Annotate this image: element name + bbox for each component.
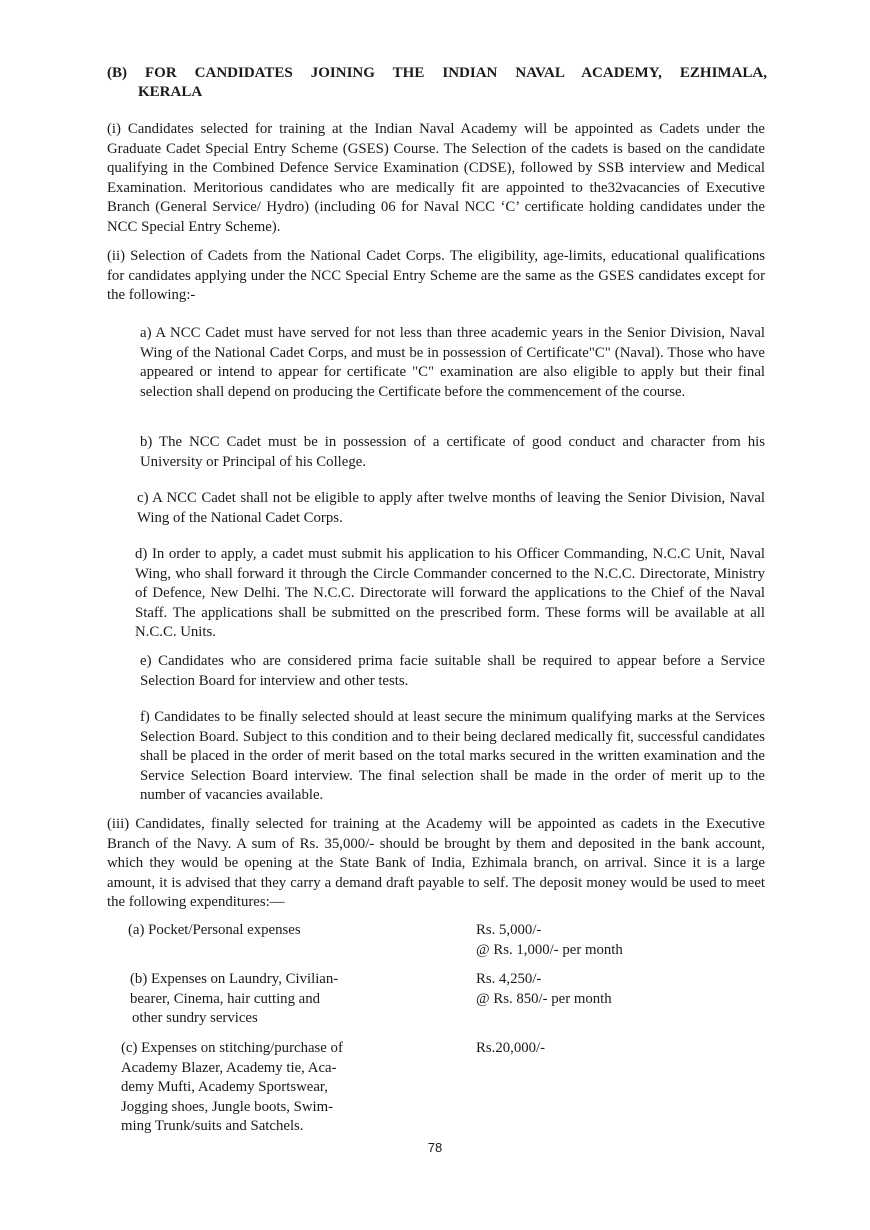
expenditure-item-c (121, 1039, 461, 1137)
sub-item-c: c) A NCC Cadet shall not be eligible to apply after twelve months of leaving the Senior Division, Naval Wing of the National Cadet Corps. (137, 490, 765, 526)
heading-line-2: KERALA (138, 84, 203, 100)
heading-line-1: (B) FOR CANDIDATES JOINING THE INDIAN NAVAL ACADEMY, EZHIMALA, (107, 65, 767, 81)
expenditure-item-c-line-3: demy Mufti, Academy Sportswear, (121, 1079, 328, 1096)
sub-item-e: e) Candidates who are considered prima facie suitable shall be required to appear before a Service Selection Board for interview and other tests. (140, 653, 765, 689)
expenditure-item-c-line-5: ming Trunk/suits and Satchels. (121, 1118, 304, 1135)
expenditure-item-b-line-2: bearer, Cinema, hair cutting and (130, 990, 321, 1007)
amount-c: Rs.20,000/- (476, 1040, 546, 1056)
amount-b: Rs. 4,250/- (476, 971, 542, 987)
amount-a: Rs. 5,000/- (476, 922, 542, 938)
expenditure-item-b (130, 970, 460, 1029)
expenditure-item-b-line-3: other sundry services (132, 1010, 258, 1027)
paragraph-iii: (iii) Candidates, finally selected for training at the Academy will be appointed as cadets in the Executive Branch of the Navy. A sum of Rs. 35,000/- should be brought by them and deposited in the bank account, which they would be opening at the State Bank of India, Ezhimala branch, on arrival. Since it is a large amount, it is advised that they carry a demand draft payable to self. The deposit money would be used to meet the following expenditures:— (107, 816, 765, 911)
expenditure-item-a (128, 921, 448, 941)
page-number: 78 (427, 1140, 443, 1155)
sub-item-f: f) Candidates to be finally selected should at least secure the minimum qualifying marks at the Services Selection Board. Subject to this condition and to their being declared medically fit, successful candidates shall be placed in the order of merit based on the total marks secured in the written examination and the Service Selection Board interview. The final selection shall be made in the order of merit up to the number of vacancies available. (140, 709, 765, 804)
rate-b: @ Rs. 850/- per month (476, 990, 612, 1007)
sub-item-a: a) A NCC Cadet must have served for not less than three academic years in the Senior Division, Naval Wing of the National Cadet Corps, and must be in possession of Certificate"C" (Naval). Those who have appeared or intend to appear for certificate "C" examination are also eligible to apply but their final selection shall depend on producing the Certificate before the commencement of the course. (140, 325, 765, 400)
expenditure-amount-b (476, 970, 756, 1009)
expenditure-item-c-line-4: Jogging shoes, Jungle boots, Swim- (121, 1098, 334, 1115)
expenditure-amount-c (476, 1039, 756, 1059)
expenditure-item-a-text: (a) Pocket/Personal expenses (128, 922, 301, 938)
section-heading (107, 64, 767, 102)
paragraph-i: (i) Candidates selected for training at the Indian Naval Academy will be appointed as Cadets under the Graduate Cadet Special Entry Scheme (GSES) Course. The Selection of the cadets is based on the candidate qualifying in the Combined Defence Service Examination (CDSE), followed by SSB interview and Medical Examination. Meritorious candidates who are medically fit are appointed to the32vacancies of Executive Branch (General Service/ Hydro) (including 06 for Naval NCC ‘C’ certificate holding candidates under the NCC Special Entry Scheme). (107, 121, 765, 235)
paragraph-ii: (ii) Selection of Cadets from the National Cadet Corps. The eligibility, age-limits, educational qualifications for candidates applying under the NCC Special Entry Scheme are the same as the GSES candidates except for the following:- (107, 248, 765, 304)
expenditure-amount-a (476, 921, 756, 960)
rate-a: @ Rs. 1,000/- per month (476, 941, 623, 958)
expenditure-item-c-line-1: (c) Expenses on stitching/purchase of (121, 1040, 343, 1056)
expenditure-item-b-line-1: (b) Expenses on Laundry, Civilian- (130, 971, 339, 987)
expenditure-item-c-line-2: Academy Blazer, Academy tie, Aca- (121, 1059, 337, 1076)
sub-item-d: d) In order to apply, a cadet must submit his application to his Officer Commanding, N.C.C Unit, Naval Wing, who shall forward it through the Circle Commander concerned to the N.C.C. Directorate, Ministry of Defence, New Delhi. The N.C.C. Directorate will forward the applications to the Chief of the Naval Staff. The applications shall be submitted on the prescribed form. These forms will be available at all N.C.C. Units. (135, 546, 765, 641)
sub-item-b: b) The NCC Cadet must be in possession of a certificate of good conduct and character from his University or Principal of his College. (140, 434, 765, 470)
